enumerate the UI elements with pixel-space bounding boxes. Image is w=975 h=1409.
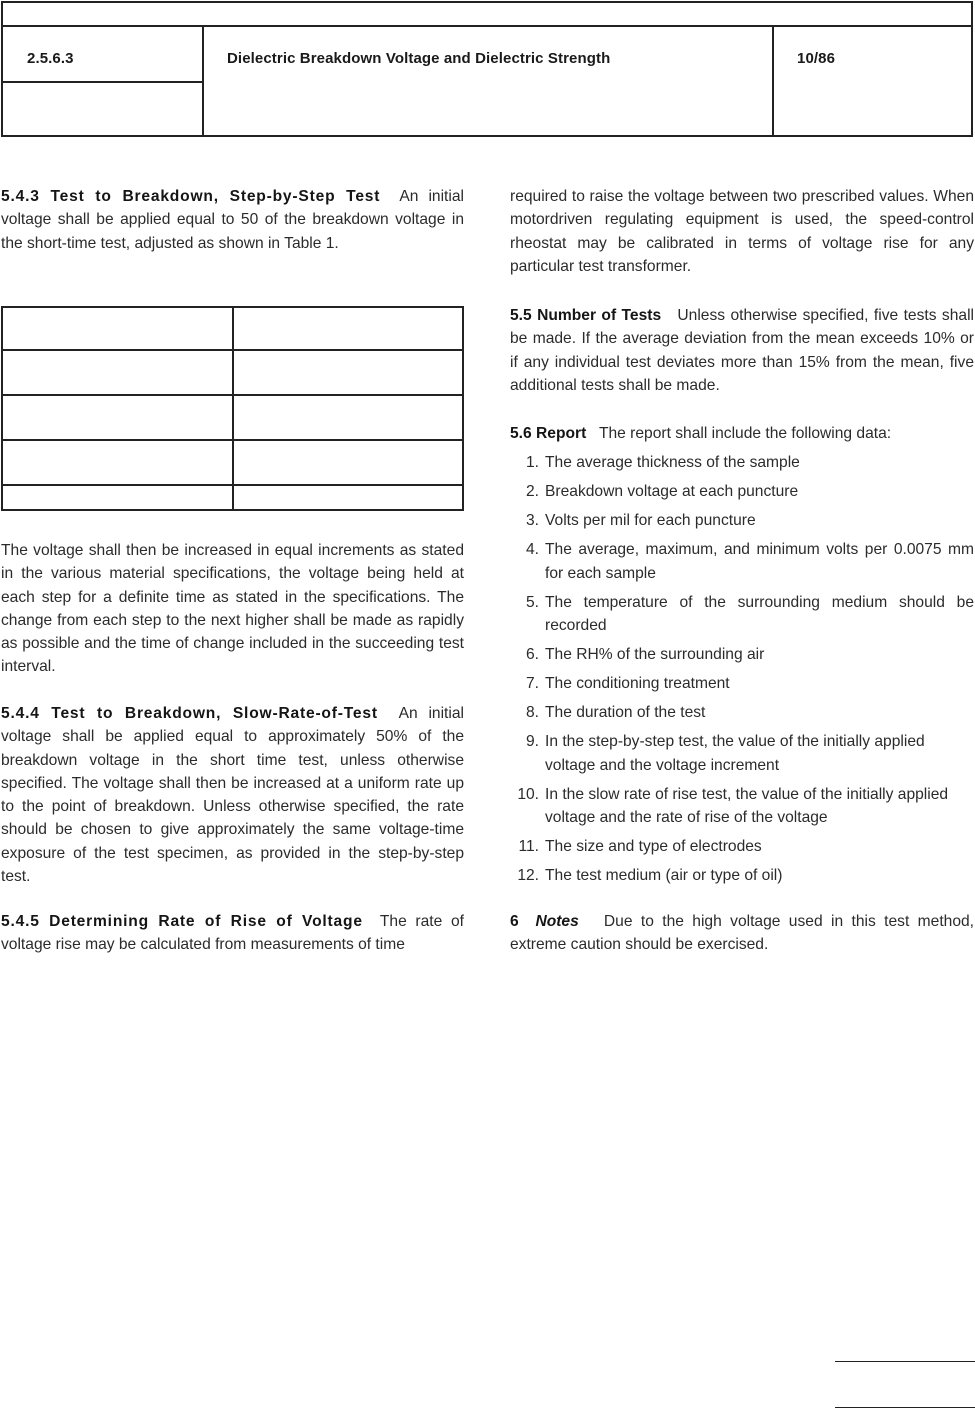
table-cell <box>233 485 464 510</box>
list-item <box>510 591 974 638</box>
section-heading: 5.4.5 Determining Rate of Rise of Voltage <box>1 913 363 930</box>
paragraph: required to raise the voltage between two prescribed values. When motordriven regulating equipment is used, the speed-control rheostat may be calibrated in terms of voltage rise for any particular test transformer. <box>510 188 974 275</box>
header-section-cell <box>3 27 204 135</box>
item-number: 6. <box>525 646 539 664</box>
list-item <box>510 783 974 830</box>
section-number: 2.5.6.3 <box>27 50 74 67</box>
item-text: Volts per mil for each puncture <box>545 512 756 530</box>
table-row <box>2 307 463 350</box>
section-heading: 5.5 Number of Tests <box>510 307 662 324</box>
footer-rule <box>835 1361 975 1362</box>
page-number: 10/86 <box>797 50 836 67</box>
item-text: The temperature of the surrounding medium should be recorded <box>545 593 974 634</box>
header-top-strip <box>3 3 971 27</box>
item-text: The average, maximum, and minimum volts per 0.0075 mm for each sample <box>545 541 974 582</box>
item-text: The test medium (air or type of oil) <box>545 867 783 885</box>
list-item <box>510 480 974 503</box>
item-number: 4. <box>525 541 539 559</box>
footer-rule <box>835 1407 975 1408</box>
document-title: Dielectric Breakdown Voltage and Dielectric Strength <box>227 50 611 67</box>
section-5-6 <box>510 422 974 445</box>
table-cell <box>233 307 464 350</box>
list-item <box>510 701 974 724</box>
table-row <box>2 485 463 510</box>
table-cell <box>2 440 233 485</box>
item-number: 11. <box>518 838 539 856</box>
section-5-4-3 <box>1 185 464 255</box>
list-item <box>510 451 974 474</box>
item-number: 10. <box>517 785 539 803</box>
list-item <box>510 538 974 585</box>
section-6-notes <box>510 910 974 957</box>
report-items-list <box>510 451 974 893</box>
section-text: Due to the high voltage used in this test method, extreme caution should be exercised. <box>510 913 974 954</box>
item-number: 8. <box>525 704 539 722</box>
list-item <box>510 643 974 666</box>
item-text: Breakdown voltage at each puncture <box>545 483 799 501</box>
section-5-4-4 <box>1 702 464 888</box>
list-item <box>510 672 974 695</box>
item-text: The conditioning treatment <box>545 675 730 693</box>
table-cell <box>2 485 233 510</box>
item-number: 12. <box>517 867 539 885</box>
table-cell <box>2 307 233 350</box>
table-cell <box>233 350 464 395</box>
list-item <box>510 730 974 777</box>
section-heading: Notes <box>535 913 579 930</box>
section-text: An initial voltage shall be applied equal to approximately 50% of the breakdown voltage in the short time test, unless otherwise specified. The voltage shall then be increased at a uniform rate up to the point of breakdown. Unless otherwise specified, the rate should be chosen to give approximately the same voltage-time exposure of the test specimen, as provided in the step-by-step test. <box>1 705 464 886</box>
table-cell <box>2 395 233 440</box>
table-row <box>2 350 463 395</box>
section-5-4-3-continued <box>1 539 464 679</box>
section-5-4-5-continued <box>510 185 974 278</box>
section-text: Unless otherwise specified, five tests shall be made. If the average deviation from the mean exceeds 10% or if any individual test deviates more than 15% from the mean, five additional tests shall be made. <box>510 307 975 394</box>
table-cell <box>233 440 464 485</box>
item-text: In the step-by-step test, the value of the initially applied voltage and the voltage increment <box>545 733 925 774</box>
table-row <box>2 395 463 440</box>
section-text: An initial voltage shall be applied equal to 50 of the breakdown voltage in the short-time test, adjusted as shown in Table 1. <box>1 188 464 252</box>
section-5-4-5 <box>1 910 464 957</box>
item-number: 1. <box>525 454 539 471</box>
table-1 <box>1 306 464 511</box>
item-text: The average thickness of the sample <box>545 454 800 471</box>
header-page-cell <box>772 27 971 135</box>
item-text: The RH% of the surrounding air <box>545 646 765 664</box>
item-number: 9. <box>525 733 539 751</box>
item-number: 3. <box>525 512 539 530</box>
list-item <box>510 835 974 858</box>
page-header-box <box>1 1 973 137</box>
list-item <box>510 864 974 887</box>
section-heading-number: 6 <box>510 913 519 930</box>
item-number: 5. <box>525 593 539 611</box>
table-cell <box>233 395 464 440</box>
list-item <box>510 509 974 532</box>
paragraph: The voltage shall then be increased in equal increments as stated in the various material specifications, the voltage being held at each step for a definite time as stated in the specifications. The change from each step to the next higher shall be made as rapidly as possible and the time of change included in the succeeding test interval. <box>1 542 464 676</box>
section-text: The rate of voltage rise may be calculated from measurements of time <box>1 913 464 954</box>
item-number: 2. <box>525 483 539 501</box>
table-cell <box>2 350 233 395</box>
table-row <box>2 440 463 485</box>
section-heading: 5.4.4 Test to Breakdown, Slow-Rate-of-Test <box>1 705 378 722</box>
item-number: 7. <box>525 675 539 693</box>
item-text: In the slow rate of rise test, the value of the initially applied voltage and the rate of rise of the voltage <box>545 785 949 827</box>
section-heading: 5.4.3 Test to Breakdown, Step-by-Step Test <box>1 188 381 205</box>
section-5-5 <box>510 304 974 397</box>
section-text: The report shall include the following data: <box>598 425 892 442</box>
item-text: The size and type of electrodes <box>545 838 762 856</box>
section-heading: 5.6 Report <box>510 425 587 442</box>
item-text: The duration of the test <box>545 704 706 722</box>
